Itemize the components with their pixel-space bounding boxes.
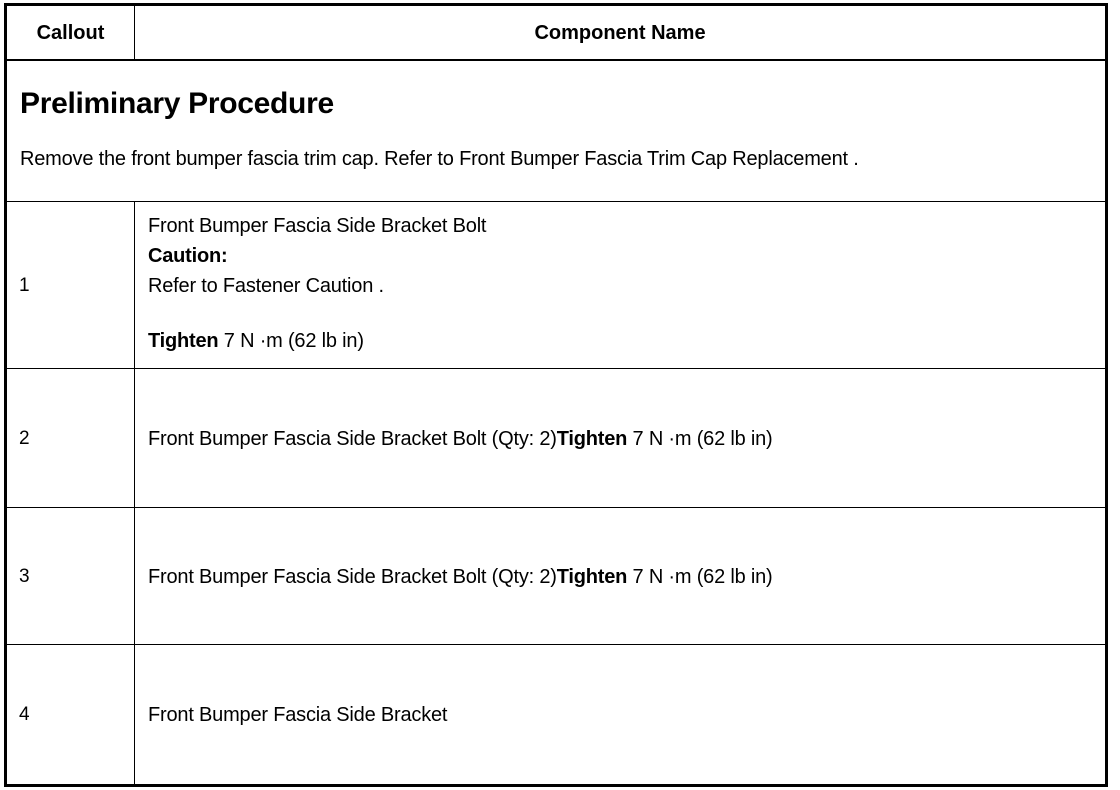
torque-value: 7 N ·m (62 lb in)	[627, 427, 773, 450]
tighten-label: Tighten	[556, 565, 628, 588]
preliminary-procedure-title: Preliminary Procedure	[20, 87, 334, 120]
torque-value: 7 N ·m (62 lb in)	[218, 330, 364, 352]
component-name: Front Bumper Fascia Side Bracket Bolt (Qty: 2)	[148, 427, 557, 450]
component-table	[4, 3, 1108, 787]
component-name: Front Bumper Fascia Side Bracket	[148, 703, 448, 726]
callout-column-header: Callout	[36, 22, 105, 44]
component-cell	[135, 369, 1105, 508]
table-row	[7, 645, 1105, 784]
preliminary-procedure-section	[7, 61, 1105, 202]
tighten-label: Tighten	[556, 427, 628, 450]
torque-value: 7 N ·m (62 lb in)	[627, 565, 773, 588]
callout-cell	[7, 369, 134, 508]
component-name-column-header: Component Name	[534, 22, 706, 44]
table-row	[7, 369, 1105, 508]
callout-number: 4	[19, 703, 30, 725]
caution-text: Refer to Fastener Caution .	[148, 275, 384, 297]
table-row	[7, 508, 1105, 645]
table-header-row	[7, 6, 1105, 61]
component-cell	[135, 508, 1105, 645]
tighten-label: Tighten	[148, 330, 219, 352]
caution-label: Caution:	[148, 245, 228, 267]
callout-number: 2	[19, 427, 30, 449]
component-cell	[135, 211, 1105, 356]
torque-spec	[148, 326, 1105, 356]
callout-number: 1	[19, 274, 30, 296]
component-name: Front Bumper Fascia Side Bracket Bolt (Qty: 2)	[148, 565, 557, 588]
callout-cell	[7, 645, 134, 784]
preliminary-procedure-text: Remove the front bumper fascia trim cap. Refer to Front Bumper Fascia Trim Cap Replacement .	[20, 148, 859, 170]
component-name: Front Bumper Fascia Side Bracket Bolt	[148, 215, 487, 237]
callout-number: 3	[19, 565, 30, 587]
callout-cell	[7, 508, 134, 645]
callout-cell	[7, 202, 134, 369]
component-cell	[135, 645, 1105, 784]
table-row	[7, 202, 1105, 369]
